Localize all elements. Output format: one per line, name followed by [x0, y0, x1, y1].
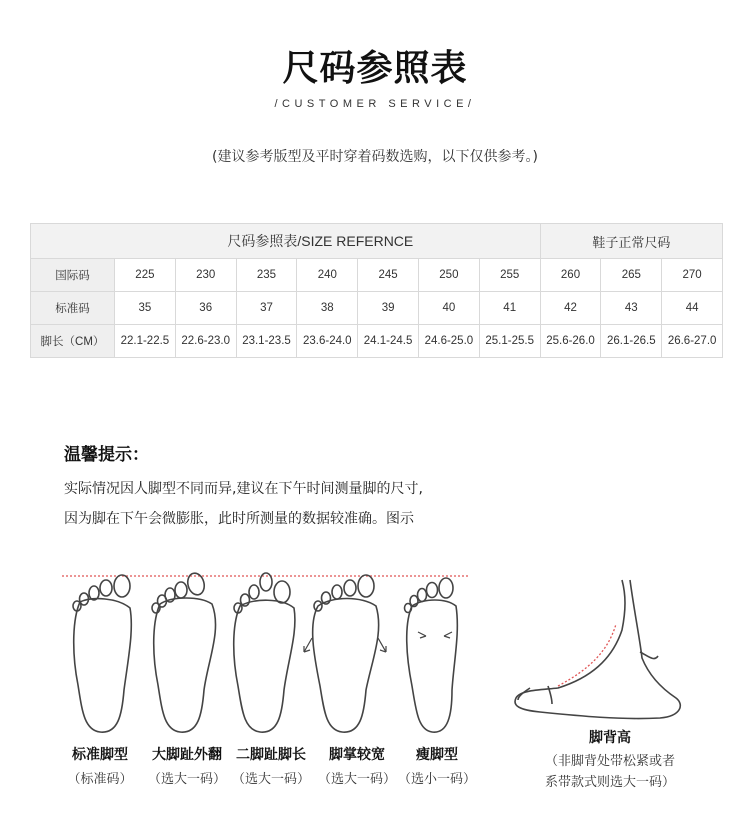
tips-line-2: 因为脚在下午会微膨胀，此时所测量的数据较准确。图示: [64, 511, 414, 527]
table-cell: 40: [418, 292, 479, 325]
table-cell: 245: [358, 259, 419, 292]
table-cell: 36: [175, 292, 236, 325]
narrow-foot-icon: [405, 578, 458, 732]
foot-type-name: 标准脚型: [72, 747, 128, 763]
foot-type-name: 瘦脚型: [416, 747, 458, 763]
table-header-side: 鞋子正常尺码: [540, 224, 722, 259]
table-cell: 25.6-26.0: [540, 325, 601, 358]
row-label: 脚长（CM）: [31, 325, 115, 358]
table-cell: 270: [662, 259, 723, 292]
table-cell: 235: [236, 259, 297, 292]
table-cell: 23.6-24.0: [297, 325, 358, 358]
table-cell: 230: [175, 259, 236, 292]
table-cell: 22.6-23.0: [175, 325, 236, 358]
table-cell: 44: [662, 292, 723, 325]
row-label: 标准码: [31, 292, 115, 325]
table-header-row: [31, 224, 723, 259]
tips-title: 温馨提示：: [64, 445, 149, 465]
long-second-toe-foot-icon: [234, 573, 295, 732]
table-cell: 22.1-22.5: [115, 325, 176, 358]
foot-illustrations: [0, 560, 750, 740]
table-cell: 265: [601, 259, 662, 292]
page-title: 尺码参照表: [282, 48, 468, 89]
table-cell: 260: [540, 259, 601, 292]
table-cell: 250: [418, 259, 479, 292]
table-cell: 255: [479, 259, 540, 292]
table-cell: 24.6-25.0: [418, 325, 479, 358]
reference-note: (建议参考版型及平时穿着码数选购，以下仅供参考。): [212, 149, 538, 165]
wide-foot-icon: [304, 575, 386, 732]
foot-type-advice: （选大一码）: [147, 772, 226, 787]
foot-type-advice: （选大一码）: [317, 772, 396, 787]
table-row: [31, 292, 723, 325]
table-cell: 35: [115, 292, 176, 325]
standard-foot-icon: [73, 575, 131, 732]
table-cell: 38: [297, 292, 358, 325]
foot-type-name: 大脚趾外翻: [152, 747, 222, 763]
table-cell: 26.6-27.0: [662, 325, 723, 358]
foot-type-advice: （标准码）: [67, 772, 133, 787]
table-cell: 240: [297, 259, 358, 292]
row-label: 国际码: [31, 259, 115, 292]
page-subtitle: /CUSTOMER SERVICE/: [274, 98, 476, 110]
table-cell: 43: [601, 292, 662, 325]
table-cell: 225: [115, 259, 176, 292]
instep-note-line-2: 系带款式则选大一码）: [544, 775, 675, 790]
table-cell: 25.1-25.5: [479, 325, 540, 358]
table-row: [31, 259, 723, 292]
foot-type-name: 脚掌较宽: [329, 747, 385, 763]
table-cell: 26.1-26.5: [601, 325, 662, 358]
table-header-title: 尺码参照表/SIZE REFERNCE: [31, 224, 541, 259]
foot-type-advice: （选小一码）: [397, 772, 476, 787]
size-reference-table: [30, 223, 723, 358]
table-cell: 24.1-24.5: [358, 325, 419, 358]
high-instep-foot-icon: [515, 580, 680, 719]
instep-note-line-1: （非脚背处带松紧或者: [544, 754, 675, 769]
table-cell: 23.1-23.5: [236, 325, 297, 358]
tips-line-1: 实际情况因人脚型不同而异,建议在下午时间测量脚的尺寸,: [64, 481, 423, 497]
table-row: [31, 325, 723, 358]
table-cell: 42: [540, 292, 601, 325]
foot-type-advice: （选大一码）: [231, 772, 310, 787]
table-cell: 39: [358, 292, 419, 325]
table-cell: 41: [479, 292, 540, 325]
instep-name: 脚背高: [589, 730, 631, 746]
bunion-foot-icon: [152, 571, 216, 732]
foot-type-name: 二脚趾脚长: [236, 747, 306, 763]
table-cell: 37: [236, 292, 297, 325]
